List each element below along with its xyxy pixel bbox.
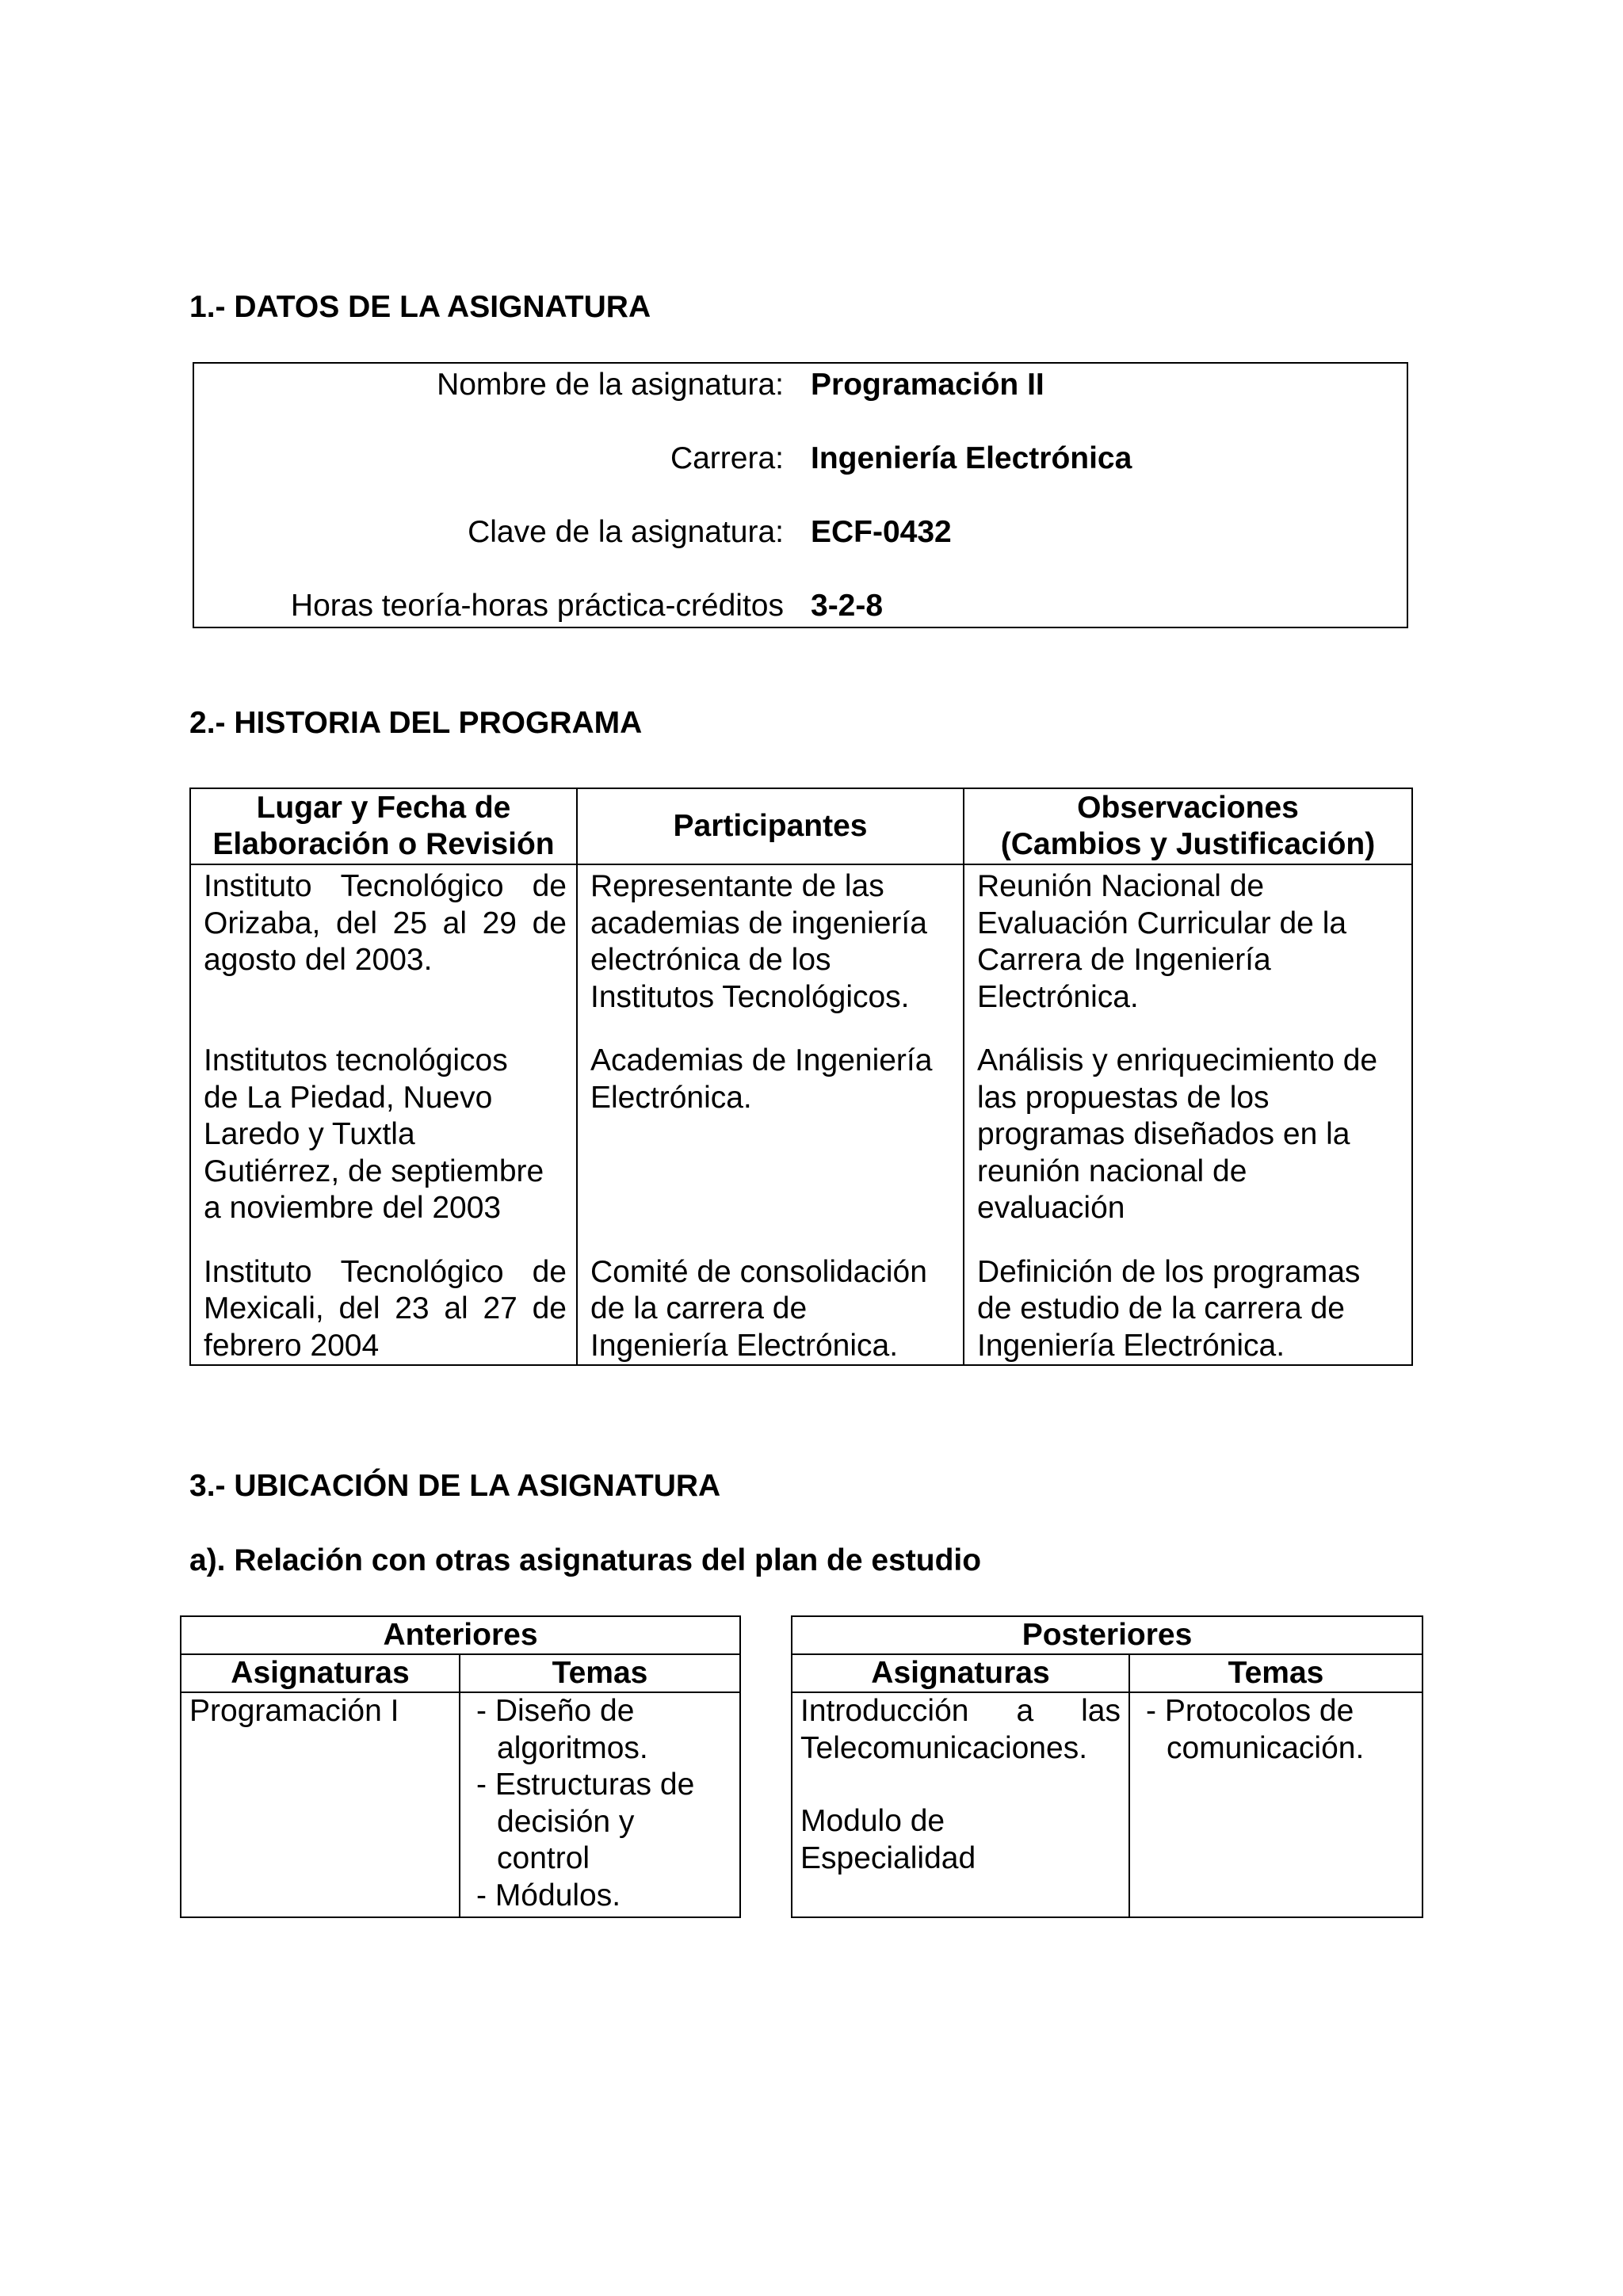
text-line: reunión nacional de — [977, 1154, 1247, 1188]
header-lugar-line: Elaboración o Revisión — [212, 827, 555, 861]
word: de — [532, 869, 567, 903]
text-line: electrónica de los — [590, 943, 831, 977]
anteriores-row — [181, 1692, 740, 1917]
word: de — [532, 1291, 567, 1325]
datos-row-clave — [194, 515, 1407, 555]
tema-item: - Protocolos de — [1146, 1694, 1354, 1728]
text-line: Ingeniería Electrónica. — [977, 1328, 1285, 1363]
word: Mexicali, — [204, 1291, 324, 1325]
tema-item-cont: comunicación. — [1167, 1730, 1365, 1765]
text-line — [800, 1693, 1121, 1730]
text-line: de la carrera de — [590, 1291, 808, 1325]
cell-participantes — [577, 1039, 964, 1251]
text-line: Evaluación Curricular de la — [977, 906, 1347, 940]
cell-observaciones — [964, 1251, 1412, 1366]
word: las — [1081, 1694, 1121, 1728]
spacer — [977, 1016, 1402, 1039]
text-line: Comité de consolidación — [590, 1254, 927, 1289]
header-observaciones-line: (Cambios y Justificación) — [1000, 827, 1376, 861]
text-line: Institutos Tecnológicos. — [590, 979, 910, 1014]
tema-item-cont: control — [497, 1841, 590, 1875]
text-line: evaluación — [977, 1191, 1125, 1225]
spacer — [800, 1767, 1121, 1803]
posteriores-title: Posteriores — [792, 1616, 1423, 1654]
section-3-heading: 3.- UBICACIÓN DE LA ASIGNATURA — [189, 1469, 721, 1503]
word: al — [444, 1291, 468, 1325]
text-line: de estudio de la carrera de — [977, 1291, 1345, 1325]
word: Tecnológico — [340, 869, 504, 903]
anteriores-title: Anteriores — [181, 1616, 740, 1654]
datos-asignatura-box — [193, 362, 1408, 628]
posteriores-header-row — [792, 1654, 1423, 1692]
spacer — [977, 1227, 1402, 1251]
historia-table — [189, 788, 1413, 1366]
posteriores-asignatura — [792, 1692, 1129, 1917]
posteriores-table — [791, 1615, 1423, 1918]
text-line — [204, 1291, 567, 1328]
text-line: Modulo de — [800, 1804, 945, 1838]
text-line: Institutos tecnológicos — [204, 1043, 508, 1077]
word: al — [442, 906, 467, 940]
text-line: Carrera de Ingeniería — [977, 943, 1271, 977]
word: Instituto — [204, 1254, 312, 1289]
word: Orizaba, — [204, 906, 321, 940]
section-2-heading: 2.- HISTORIA DEL PROGRAMA — [189, 706, 643, 740]
text-line: Ingeniería Electrónica. — [590, 1328, 899, 1363]
text-line: Gutiérrez, de septiembre — [204, 1154, 544, 1188]
anteriores-asignatura: Programación I — [181, 1692, 460, 1917]
datos-value: Ingeniería Electrónica — [811, 441, 1132, 475]
posteriores-col-temas: Temas — [1129, 1654, 1423, 1692]
datos-value: ECF-0432 — [811, 515, 952, 549]
text-line: programas diseñados en la — [977, 1117, 1350, 1151]
tema-item-cont: algoritmos. — [497, 1730, 648, 1765]
word: de — [532, 906, 567, 940]
header-lugar-line: Lugar y Fecha de — [256, 791, 511, 825]
text-line: de La Piedad, Nuevo — [204, 1080, 493, 1115]
historia-row — [190, 1039, 1412, 1251]
datos-value: 3-2-8 — [811, 589, 884, 623]
text-line: Laredo y Tuxtla — [204, 1117, 415, 1151]
historia-header-row — [190, 788, 1412, 864]
anteriores-table — [180, 1615, 741, 1918]
section-3-subheading: a). Relación con otras asignaturas del plan de estudio — [189, 1543, 982, 1577]
datos-row-nombre — [194, 368, 1407, 407]
word: del — [336, 906, 378, 940]
text-line — [204, 868, 567, 906]
text-line: academias de ingeniería — [590, 906, 927, 940]
cell-participantes — [577, 1251, 964, 1366]
anteriores-col-asignaturas: Asignaturas — [181, 1654, 460, 1692]
tema-item-cont: decisión y — [497, 1804, 635, 1839]
text-line: Definición de los programas — [977, 1254, 1361, 1289]
datos-row-carrera — [194, 441, 1407, 481]
datos-label: Nombre de la asignatura: — [437, 368, 784, 402]
text-line: Electrónica. — [977, 979, 1139, 1014]
anteriores-title-row — [181, 1616, 740, 1654]
word: Introducción — [800, 1694, 969, 1728]
word: del — [338, 1291, 380, 1325]
word: 25 — [392, 906, 428, 940]
header-observaciones-line: Observaciones — [1077, 791, 1299, 825]
text-line — [204, 1254, 567, 1291]
word: 27 — [483, 1291, 517, 1325]
datos-label: Clave de la asignatura: — [468, 515, 784, 549]
cell-lugar — [190, 1039, 577, 1251]
text-line: Electrónica. — [590, 1080, 752, 1115]
tema-item: - Diseño de — [476, 1694, 635, 1728]
posteriores-title-row — [792, 1616, 1423, 1654]
word: Tecnológico — [340, 1254, 504, 1289]
text-line: Academias de Ingeniería — [590, 1043, 933, 1077]
header-observaciones — [964, 788, 1412, 864]
anteriores-col-temas: Temas — [460, 1654, 740, 1692]
text-line: Análisis y enriquecimiento de — [977, 1043, 1378, 1077]
cell-observaciones — [964, 1039, 1412, 1251]
historia-row — [190, 864, 1412, 1039]
text-line: las propuestas de los — [977, 1080, 1270, 1115]
cell-lugar — [190, 864, 577, 1039]
word: a — [1016, 1694, 1034, 1728]
word: 29 — [482, 906, 517, 940]
datos-row-horas — [194, 589, 1407, 628]
word: 23 — [395, 1291, 430, 1325]
posteriores-col-asignaturas: Asignaturas — [792, 1654, 1129, 1692]
cell-participantes — [577, 864, 964, 1039]
anteriores-header-row — [181, 1654, 740, 1692]
datos-label: Carrera: — [670, 441, 784, 475]
text-line: Telecomunicaciones. — [800, 1730, 1088, 1765]
text-line: Reunión Nacional de — [977, 869, 1265, 903]
header-lugar — [190, 788, 577, 864]
header-participantes: Participantes — [577, 788, 964, 864]
text-line: febrero 2004 — [204, 1328, 380, 1363]
historia-row — [190, 1251, 1412, 1366]
text-line: Representante de las — [590, 869, 884, 903]
anteriores-temas — [460, 1692, 740, 1917]
datos-label: Horas teoría-horas práctica-créditos — [290, 589, 784, 623]
datos-value: Programación II — [811, 368, 1044, 402]
text-line: agosto del 2003. — [204, 943, 433, 977]
text-line: Especialidad — [800, 1840, 976, 1875]
cell-lugar — [190, 1251, 577, 1366]
section-1-heading: 1.- DATOS DE LA ASIGNATURA — [189, 290, 651, 324]
cell-observaciones — [964, 864, 1412, 1039]
posteriores-row — [792, 1692, 1423, 1917]
tema-item: - Estructuras de — [476, 1768, 695, 1802]
word: de — [532, 1254, 567, 1289]
text-line: a noviembre del 2003 — [204, 1191, 502, 1225]
tema-item: - Módulos. — [476, 1878, 621, 1913]
word: Instituto — [204, 869, 312, 903]
posteriores-temas — [1129, 1692, 1423, 1917]
text-line — [204, 906, 567, 943]
